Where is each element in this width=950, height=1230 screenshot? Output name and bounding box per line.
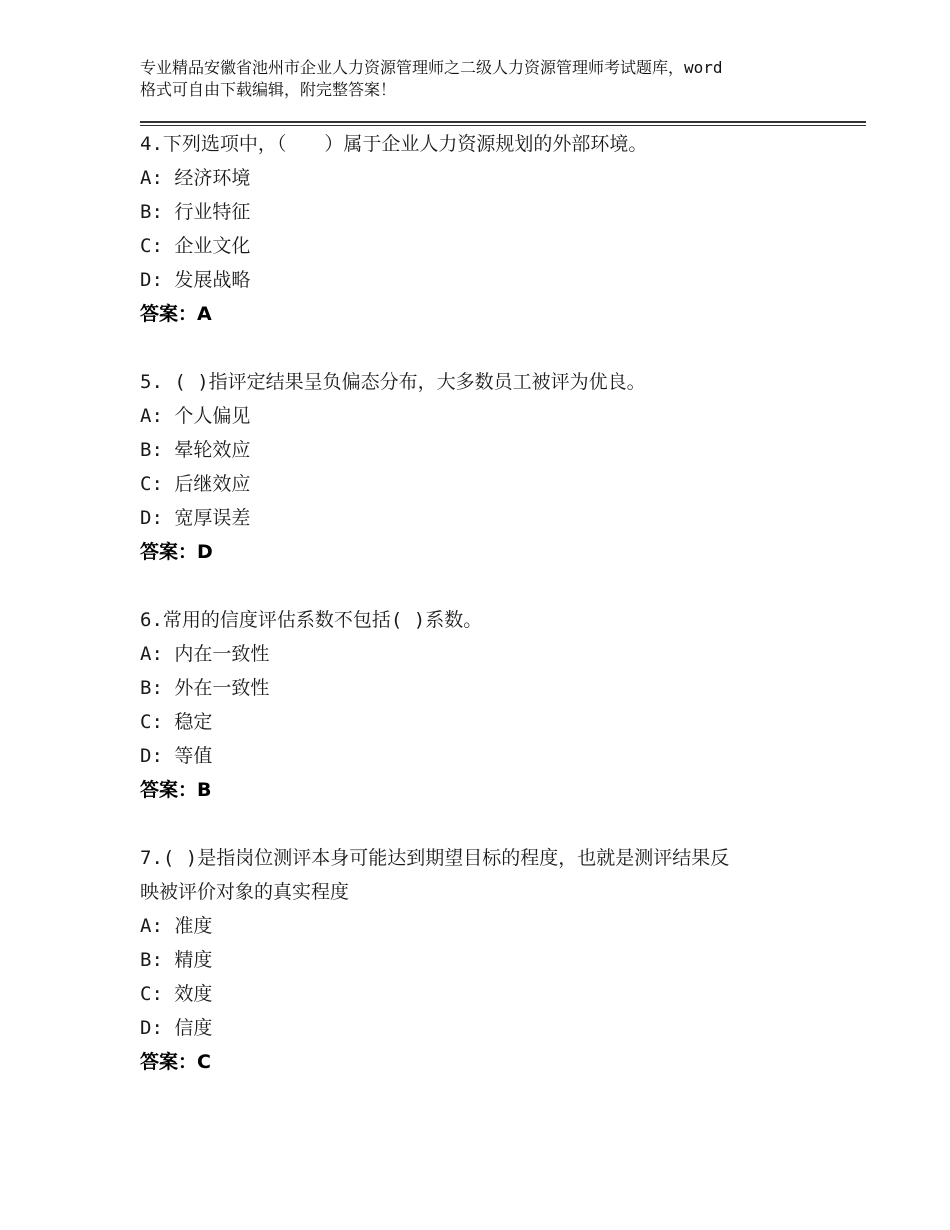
option-b: B: 行业特征 (140, 201, 251, 223)
question-list (140, 127, 830, 1079)
option-a: A: 个人偏见 (140, 405, 251, 427)
option-a: A: 准度 (140, 915, 213, 937)
option-d: D: 发展战略 (140, 269, 251, 291)
question-7 (140, 841, 830, 1079)
option-c: C: 后继效应 (140, 473, 251, 495)
header-line-2: 格式可自由下载编辑，附完整答案！ (140, 80, 397, 99)
option-d: D: 等值 (140, 745, 213, 767)
spacer (140, 569, 830, 603)
answer-label: 答案：B (140, 779, 212, 801)
option-c: C: 企业文化 (140, 235, 251, 257)
option-a: A: 经济环境 (140, 167, 251, 189)
option-c: C: 效度 (140, 983, 213, 1005)
option-a: A: 内在一致性 (140, 643, 270, 665)
question-stem: 7.( )是指岗位测评本身可能达到期望目标的程度，也就是测评结果反 (140, 847, 730, 869)
question-stem: 6.常用的信度评估系数不包括( )系数。 (140, 609, 483, 631)
answer-label: 答案：A (140, 303, 212, 325)
document-header (140, 57, 830, 101)
header-line-1: 专业精品安徽省池州市企业人力资源管理师之二级人力资源管理师考试题库，word (140, 58, 723, 77)
question-stem-continued: 映被评价对象的真实程度 (140, 881, 350, 903)
option-c: C: 稳定 (140, 711, 213, 733)
option-d: D: 信度 (140, 1017, 213, 1039)
option-b: B: 精度 (140, 949, 213, 971)
option-b: B: 晕轮效应 (140, 439, 251, 461)
answer-label: 答案：C (140, 1051, 211, 1073)
question-4 (140, 127, 830, 331)
question-5 (140, 365, 830, 569)
question-stem: 4.下列选项中，（ ）属于企业人力资源规划的外部环境。 (140, 133, 648, 155)
question-stem: 5. ( )指评定结果呈负偏态分布，大多数员工被评为优良。 (140, 371, 646, 393)
answer-label: 答案：D (140, 541, 213, 563)
option-b: B: 外在一致性 (140, 677, 270, 699)
header-divider-thin (140, 125, 866, 126)
spacer (140, 807, 830, 841)
spacer (140, 331, 830, 365)
header-divider-thick (140, 121, 866, 123)
option-d: D: 宽厚误差 (140, 507, 251, 529)
question-6 (140, 603, 830, 807)
